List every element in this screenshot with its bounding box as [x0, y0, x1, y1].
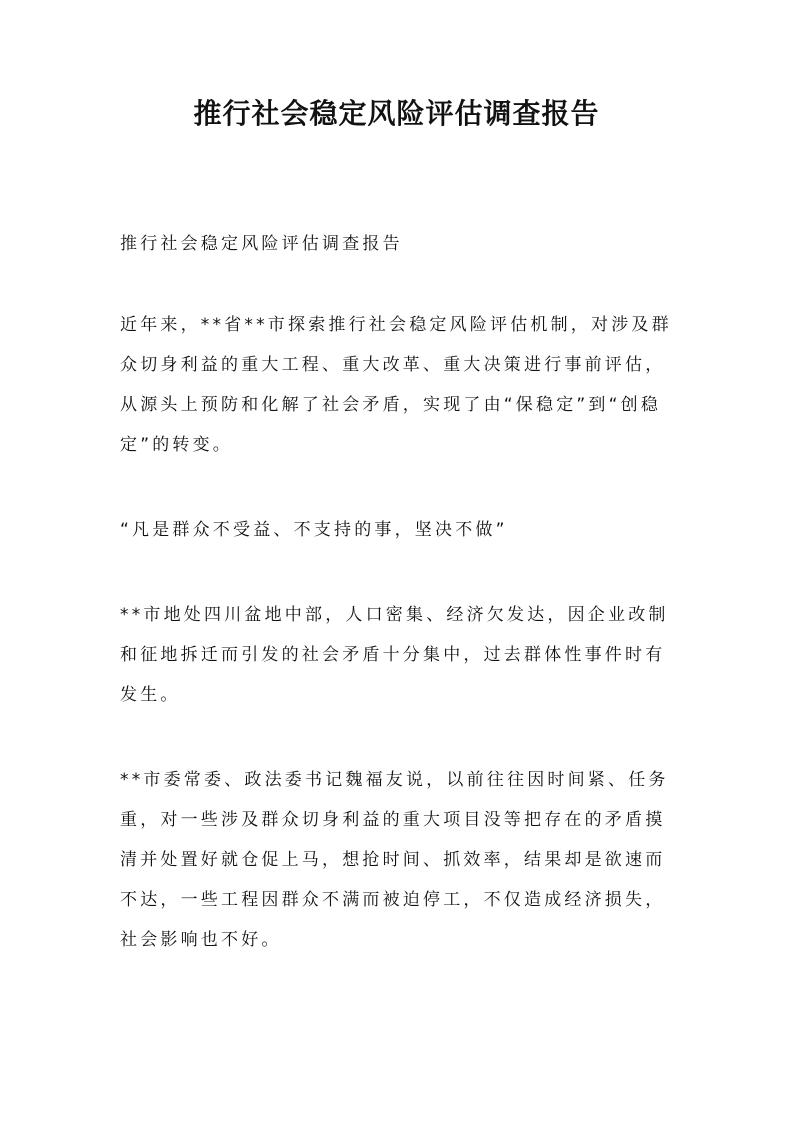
paragraph-background: **市地处四川盆地中部，人口密集、经济欠发达，因企业改制和征地拆迁而引发的社会矛盾十分集中，过去群体性事件时有发生。: [120, 605, 669, 705]
paragraph-intro: 近年来，**省**市探索推行社会稳定风险评估机制，对涉及群众切身利益的重大工程、重大改革、重大决策进行事前评估，从源头上预防和化解了社会矛盾，实现了由“保稳定”到“创稳定”的转变。: [120, 315, 672, 455]
paragraph-official-statement: **市委常委、政法委书记魏福友说，以前往往因时间紧、任务重，对一些涉及群众切身利益的重大项目没等把存在的矛盾摸清并处置好就仓促上马，想抢时间、抓效率，结果却是欲速而不达，一些工程因群众不满而被迫停工，不仅造成经济损失，社会影响也不好。: [120, 770, 669, 950]
paragraph-subtitle: 推行社会稳定风险评估调查报告: [120, 234, 403, 254]
paragraph-quote-heading: “凡是群众不受益、不支持的事，坚决不做”: [120, 520, 508, 540]
document-title: 推行社会稳定风险评估调查报告: [193, 97, 600, 130]
